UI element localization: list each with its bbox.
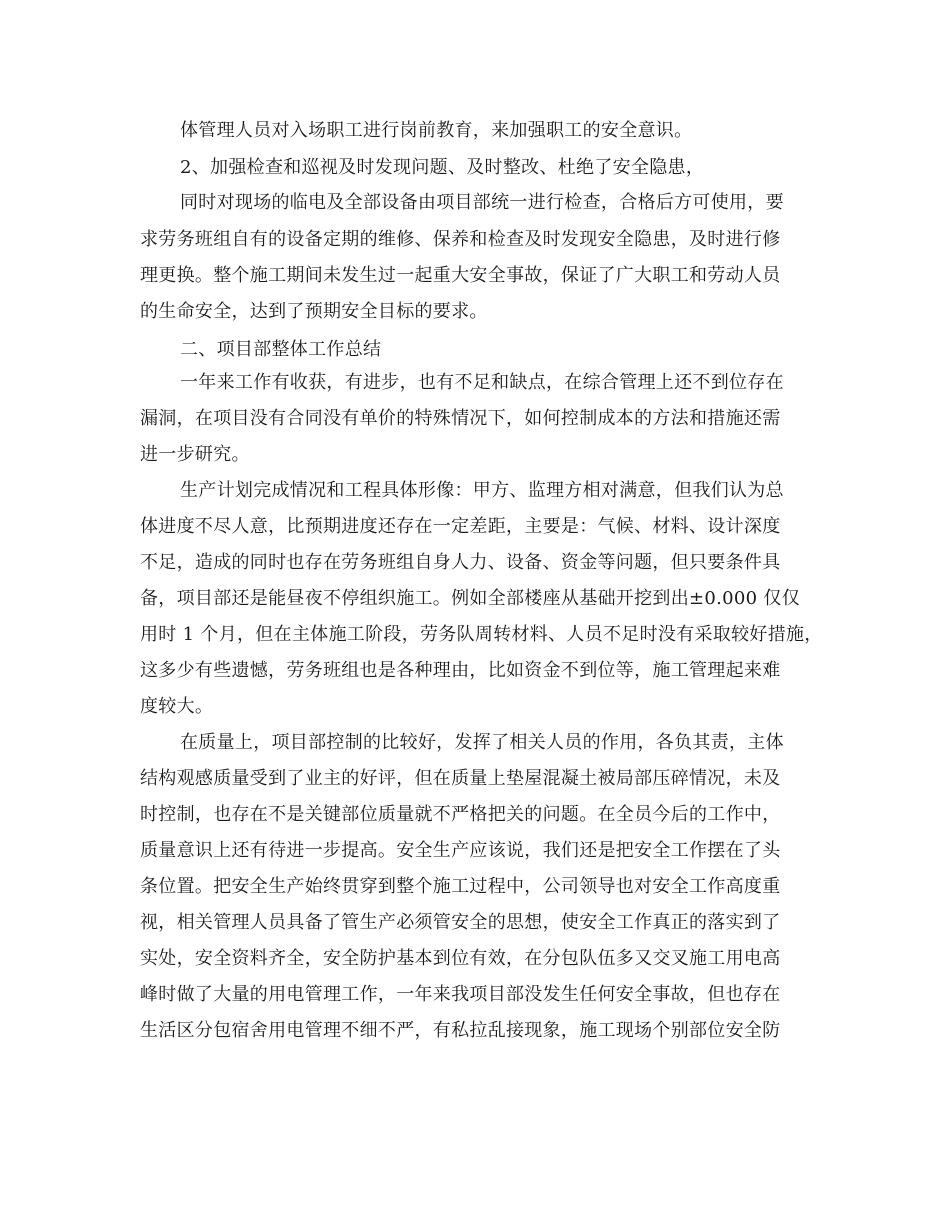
text-line: 条位置。把安全生产始终贯穿到整个施工过程中，公司领导也对安全工作高度重 [140,876,781,897]
text-line: 生活区分包宿舍用电管理不细不严，有私拉乱接现象，施工现场个别部位安全防 [140,1020,781,1041]
text-line: 不足，造成的同时也存在劳务班组自身人力、设备、资金等问题，但只要条件具 [140,552,781,573]
text-line: 质量意识上还有待进一步提高。安全生产应该说，我们还是把安全工作摆在了头 [140,840,781,861]
text-line: 一年来工作有收获，有进步，也有不足和缺点，在综合管理上还不到位存在 [180,372,784,393]
text-line: 同时对现场的临电及全部设备由项目部统一进行检查，合格后方可使用，要 [180,192,784,213]
text-line: 的生命安全，达到了预期安全目标的要求。 [140,301,488,322]
text-line: 备，项目部还是能昼夜不停组织施工。例如全部楼座从基础开挖到出±0.000 仅仅 [140,588,801,609]
text-line: 峰时做了大量的用电管理工作，一年来我项目部没发生任何安全事故，但也存在 [140,984,781,1005]
text-line: 理更换。整个施工期间未发生过一起重大安全事故，保证了广大职工和劳动人员 [140,265,781,286]
text-line: 体进度不尽人意，比预期进度还存在一定差距，主要是：气候、材料、设计深度 [140,516,781,537]
text-line: 求劳务班组自有的设备定期的维修、保养和检查及时发现安全隐患，及时进行修 [140,229,781,250]
text-line: 体管理人员对入场职工进行岗前教育，来加强职工的安全意识。 [180,120,693,141]
text-line: 视，相关管理人员具备了管生产必须管安全的思想，使安全工作真正的落实到了 [140,912,781,933]
text-line: 生产计划完成情况和工程具体形像：甲方、监理方相对满意，但我们认为总 [180,480,784,501]
text-line: 这多少有些遗憾，劳务班组也是各种理由，比如资金不到位等，施工管理起来难 [140,660,781,681]
text-line: 实处，安全资料齐全，安全防护基本到位有效，在分包队伍多又交叉施工用电高 [140,948,781,969]
section-heading: 二、项目部整体工作总结 [180,339,382,360]
text-line: 用时 1 个月，但在主体施工阶段，劳务队周转材料、人员不足时没有采取较好措施， [140,624,823,645]
text-line: 结构观感质量受到了业主的好评，但在质量上垫屋混凝土被局部压碎情况，未及 [140,768,781,789]
text-line: 在质量上，项目部控制的比较好，发挥了相关人员的作用，各负其责，主体 [180,732,784,753]
text-line: 漏洞，在项目没有合同没有单价的特殊情况下，如何控制成本的方法和措施还需 [140,408,781,429]
text-line: 时控制，也存在不是关键部位质量就不严格把关的问题。在全员今后的工作中， [140,804,781,825]
text-line: 度较大。 [140,696,214,717]
text-line: 进一步研究。 [140,444,250,465]
text-line: 2、加强检查和巡视及时发现问题、及时整改、杜绝了安全隐患， [180,157,705,178]
